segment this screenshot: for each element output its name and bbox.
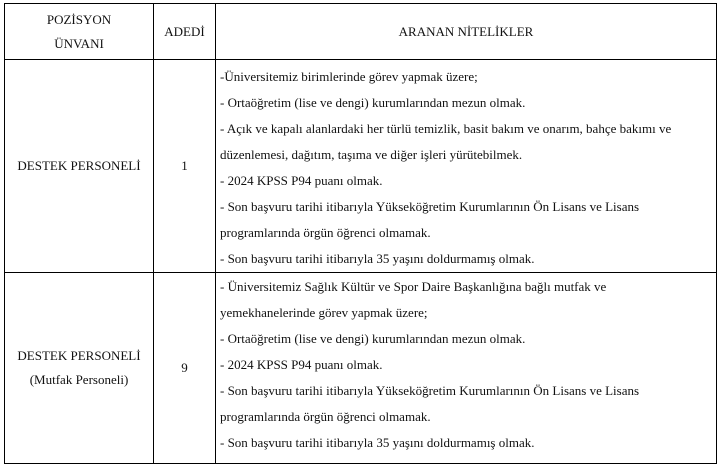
position-subtitle: (Mutfak Personeli) xyxy=(29,372,129,387)
table-row xyxy=(5,273,717,464)
position-cell xyxy=(5,273,154,464)
requirements-cell xyxy=(216,273,717,464)
requirement-line: - Son başvuru tarihi itibarıyla 35 yaşını doldurmamış olmak. xyxy=(220,251,535,266)
header-position xyxy=(5,4,154,60)
requirement-line: - Son başvuru tarihi itibarıyla 35 yaşını doldurmamış olmak. xyxy=(220,435,535,450)
position-cell xyxy=(5,60,154,273)
header-position-line2: ÜNVANI xyxy=(54,35,104,51)
requirement-line: programlarında örgün öğrenci olmamak. xyxy=(220,409,431,424)
position-title: DESTEK PERSONELİ xyxy=(17,158,141,173)
requirement-line: yemekhanelerinde görev yapmak üzere; xyxy=(220,305,428,320)
requirement-line: - Üniversitemiz Sağlık Kültür ve Spor Daire Başkanlığına bağlı mutfak ve xyxy=(220,279,607,294)
table-header-row xyxy=(5,4,717,60)
requirement-line: - Açık ve kapalı alanlardaki her türlü temizlik, basit bakım ve onarım, bahçe bakımı ve xyxy=(220,121,672,136)
header-requirements: ARANAN NİTELİKLER xyxy=(216,4,717,60)
requirement-line: - Ortaöğretim (lise ve dengi) kurumlarından mezun olmak. xyxy=(220,331,526,346)
requirement-line: - Ortaöğretim (lise ve dengi) kurumlarından mezun olmak. xyxy=(220,95,526,110)
requirement-line: -Üniversitemiz birimlerinde görev yapmak üzere; xyxy=(220,69,478,84)
position-title: DESTEK PERSONELİ xyxy=(17,348,141,363)
requirement-line: - Son başvuru tarihi itibarıyla Yükseköğretim Kurumlarının Ön Lisans ve Lisans xyxy=(220,383,640,398)
requirement-line: düzenlemesi, dağıtım, taşıma ve diğer işleri yürütebilmek. xyxy=(220,147,523,162)
requirements-list xyxy=(220,60,712,272)
requirements-cell xyxy=(216,60,717,273)
header-count: ADEDİ xyxy=(154,4,216,60)
requirement-line: - 2024 KPSS P94 puanı olmak. xyxy=(220,173,383,188)
count-cell: 9 xyxy=(154,273,216,464)
header-position-line1: POZİSYON xyxy=(46,11,112,27)
requirement-line: - Son başvuru tarihi itibarıyla Yükseköğretim Kurumlarının Ön Lisans ve Lisans xyxy=(220,199,640,214)
count-cell: 1 xyxy=(154,60,216,273)
positions-table xyxy=(4,3,717,464)
requirements-list xyxy=(220,273,712,456)
requirement-line: - 2024 KPSS P94 puanı olmak. xyxy=(220,357,383,372)
requirement-line: programlarında örgün öğrenci olmamak. xyxy=(220,225,431,240)
table-row xyxy=(5,60,717,273)
